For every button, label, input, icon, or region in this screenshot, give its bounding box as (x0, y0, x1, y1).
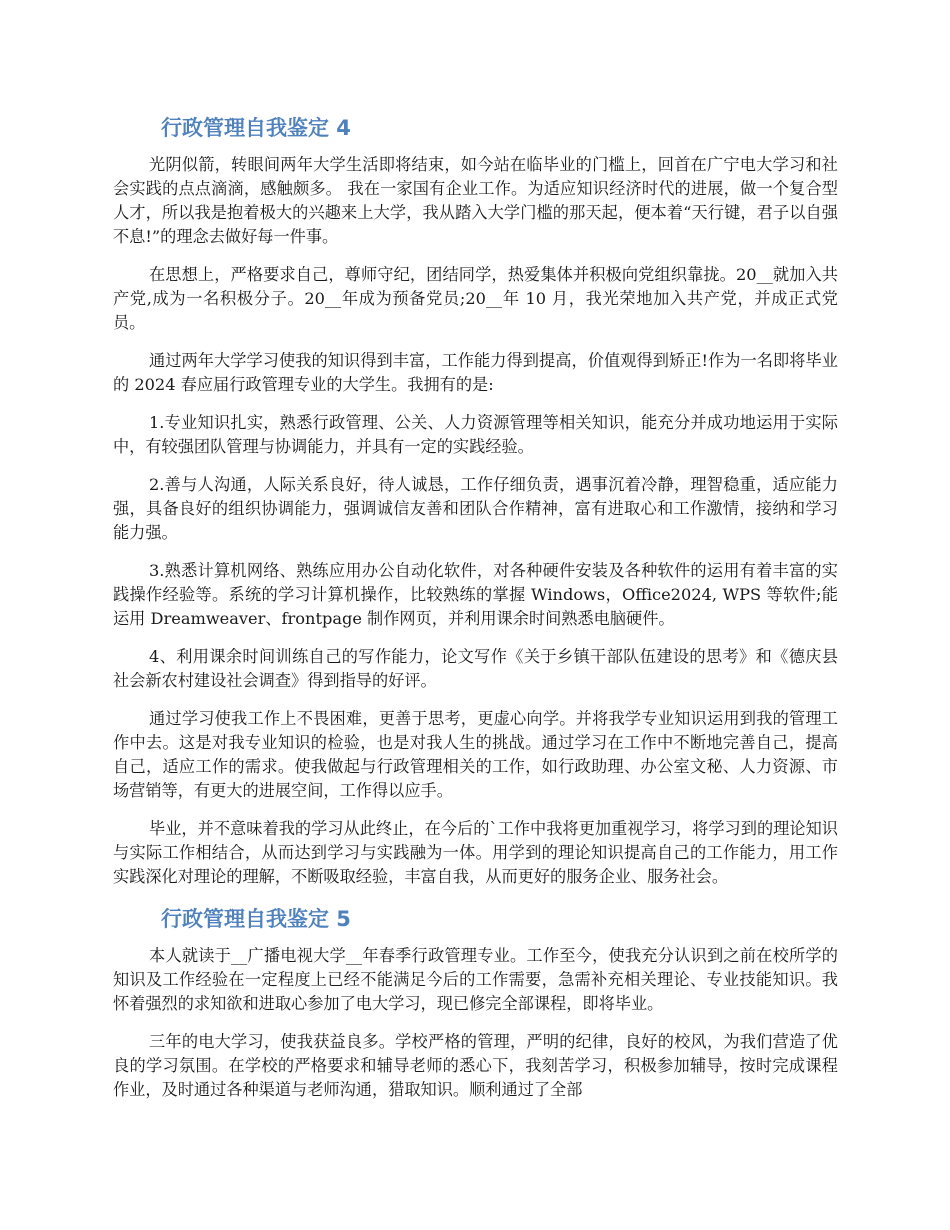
paragraph: 1.专业知识扎实，熟悉行政管理、公关、人力资源管理等相关知识，能充分并成功地运用于实际中，有较强团队管理与协调能力，并具有一定的实践经验。 (113, 413, 838, 456)
paragraph: 三年的电大学习，使我获益良多。学校严格的管理，严明的纪律，良好的校风，为我们营造了优良的学习氛围。在学校的严格要求和辅导老师的悉心下，我刻苦学习，积极参加辅导，按时完成课程作业，及时通过各种渠道与老师沟通，猎取知识。顺利通过了全部 (113, 1032, 838, 1099)
paragraph: 2.善与人沟通，人际关系良好，待人诚恳，工作仔细负责，遇事沉着冷静，理智稳重，适应能力强，具备良好的组织协调能力，强调诚信友善和团队合作精神，富有进取心和工作激情，接纳和学习能力强。 (113, 475, 838, 542)
paragraph: 3.熟悉计算机网络、熟练应用办公自动化软件，对各种硬件安装及各种软件的运用有着丰富的实践操作经验等。系统的学习计算机操作，比较熟练的掌握 Windows，Office2024, WPS 等软件;能运用 Dreamweaver、frontpage 制作网页，并利用课余时间熟悉电脑硬件。 (113, 561, 838, 628)
section-title: 行政管理自我鉴定 4 (161, 116, 351, 140)
document-body (113, 112, 838, 1116)
paragraph: 4、利用课余时间训练自己的写作能力，论文写作《关于乡镇干部队伍建设的思考》和《德庆县社会新农村建设社会调查》得到指导的好评。 (113, 647, 838, 690)
paragraph: 通过两年大学学习使我的知识得到丰富，工作能力得到提高，价值观得到矫正!作为一名即将毕业的 2024 春应届行政管理专业的大学生。我拥有的是: (113, 351, 838, 394)
section-title: 行政管理自我鉴定 5 (161, 907, 351, 931)
paragraph: 通过学习使我工作上不畏困难，更善于思考，更虚心向学。并将我学专业知识运用到我的管理工作中去。这是对我专业知识的检验，也是对我人生的挑战。通过学习在工作中不断地完善自己，提高自己，适应工作的需求。使我做起与行政管理相关的工作，如行政助理、办公室文秘、人力资源、市场营销等，有更大的进展空间，工作得以应手。 (113, 709, 838, 800)
paragraph: 光阴似箭，转眼间两年大学生活即将结束，如今站在临毕业的门槛上，回首在广宁电大学习和社会实践的点点滴滴，感触颇多。 我在一家国有企业工作。为适应知识经济时代的进展，做一个复合型人才，所以我是抱着极大的兴趣来上大学，我从踏入大学门槛的那天起，便本着“天行键，君子以自强不息!”的理念去做好每一件事。 (113, 155, 838, 246)
paragraph: 在思想上，严格要求自己，尊师守纪，团结同学，热爱集体并积极向党组织靠拢。20__就加入共产党,成为一名积极分子。20__年成为预备党员;20__年 10 月，我光荣地加入共产党，并成正式党员。 (113, 265, 838, 332)
paragraph: 毕业，并不意味着我的学习从此终止，在今后的`工作中我将更加重视学习，将学习到的理论知识与实际工作相结合，从而达到学习与实践融为一体。用学到的理论知识提高自己的工作能力，用工作实践深化对理论的理解，不断吸取经验，丰富自我，从而更好的服务企业、服务社会。 (113, 819, 838, 886)
paragraph: 本人就读于__广播电视大学__年春季行政管理专业。工作至今，使我充分认识到之前在校所学的知识及工作经验在一定程度上已经不能满足今后的工作需要，急需补充相关理论、专业技能知识。我怀着强烈的求知欲和进取心参加了电大学习，现已修完全部课程，即将毕业。 (113, 946, 838, 1013)
